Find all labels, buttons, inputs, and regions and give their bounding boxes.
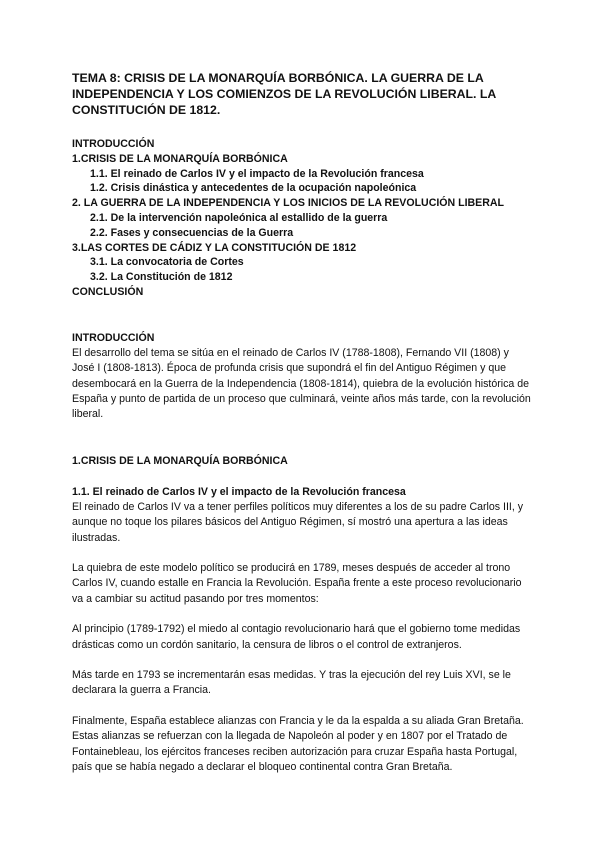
toc-introduccion: INTRODUCCIÓN — [72, 138, 155, 150]
document-content — [72, 70, 532, 775]
toc-section-2-1: 2.1. De la intervención napoleónica al estallido de la guerra — [90, 211, 388, 224]
toc-conclusion: CONCLUSIÓN — [72, 285, 144, 298]
intro-paragraph: El desarrollo del tema se sitúa en el reinado de Carlos IV (1788-1808), Fernando VII (1808) y José I (1808-1813). Época de profunda crisis que supondrá el fin del Antiguo Régimen y que desembocará en la Guerra de la Independencia (1808-1814), quiebra de la evolución histórica de España y punto de partida de un proceso que culminará, veinte años más tarde, con la revolución liberal. — [72, 346, 531, 421]
toc-section-3: 3.LAS CORTES DE CÁDIZ Y LA CONSTITUCIÓN DE 1812 — [72, 241, 357, 254]
toc-section-2-2: 2.2. Fases y consecuencias de la Guerra — [90, 226, 294, 239]
intro-section — [72, 331, 532, 423]
toc-section-1: 1.CRISIS DE LA MONARQUÍA BORBÓNICA — [72, 152, 288, 165]
intro-heading: INTRODUCCIÓN — [72, 331, 155, 344]
section-1-paragraph-1: El reinado de Carlos IV va a tener perfiles políticos muy diferentes a los de su padre Carlos III, y aunque no toque los pilares básicos del Antiguo Régimen, sí mostró una apertura a las ideas ilustradas. — [72, 500, 524, 544]
section-1-paragraph-2: La quiebra de este modelo político se producirá en 1789, meses después de acceder al trono Carlos IV, cuando estalle en Francia la Revolución. España frente a este proceso revolucionario va a cambiar su actitud pasando por tres momentos: — [72, 562, 522, 605]
section-1-paragraph-5: Finalmente, España establece alianzas con Francia y le da la espalda a su aliada Gran Bretaña. Estas alianzas se refuerzan con la llegada de Napoleón al poder y en 1807 por el Tratado de Fontainebleau, los ejércitos franceses reciben autorización para cruzar España hasta Portugal, país que se había negado a declarar el bloqueo continental contra Gran Bretaña. — [72, 714, 524, 774]
table-of-contents — [72, 137, 532, 300]
section-1-paragraph-4: Más tarde en 1793 se incrementarán esas medidas. Y tras la ejecución del rey Luis XVI, se le declarara la guerra a Francia. — [72, 669, 511, 697]
section-1-heading: 1.CRISIS DE LA MONARQUÍA BORBÓNICA — [72, 454, 288, 467]
section-1-1-heading: 1.1. El reinado de Carlos IV y el impacto de la Revolución francesa — [72, 485, 406, 498]
section-1-paragraph-3: Al principio (1789-1792) el miedo al contagio revolucionario hará que el gobierno tome medidas drásticas como un cordón sanitario, la censura de libros o el control de extranjeros. — [72, 623, 521, 651]
section-1 — [72, 454, 532, 776]
toc-section-3-1: 3.1. La convocatoria de Cortes — [90, 256, 244, 269]
toc-section-2: 2. LA GUERRA DE LA INDEPENDENCIA Y LOS INICIOS DE LA REVOLUCIÓN LIBERAL — [72, 197, 505, 210]
toc-section-1-2: 1.2. Crisis dinástica y antecedentes de la ocupación napoleónica — [90, 182, 417, 195]
toc-section-1-1: 1.1. El reinado de Carlos IV y el impacto de la Revolución francesa — [90, 167, 424, 180]
toc-section-3-2: 3.2. La Constitución de 1812 — [90, 271, 233, 284]
document-title: TEMA 8: CRISIS DE LA MONARQUÍA BORBÓNICA. LA GUERRA DE LA INDEPENDENCIA Y LOS COMIENZOS DE LA REVOLUCIÓN LIBERAL. LA CONSTITUCIÓN DE 1812. — [72, 71, 496, 117]
